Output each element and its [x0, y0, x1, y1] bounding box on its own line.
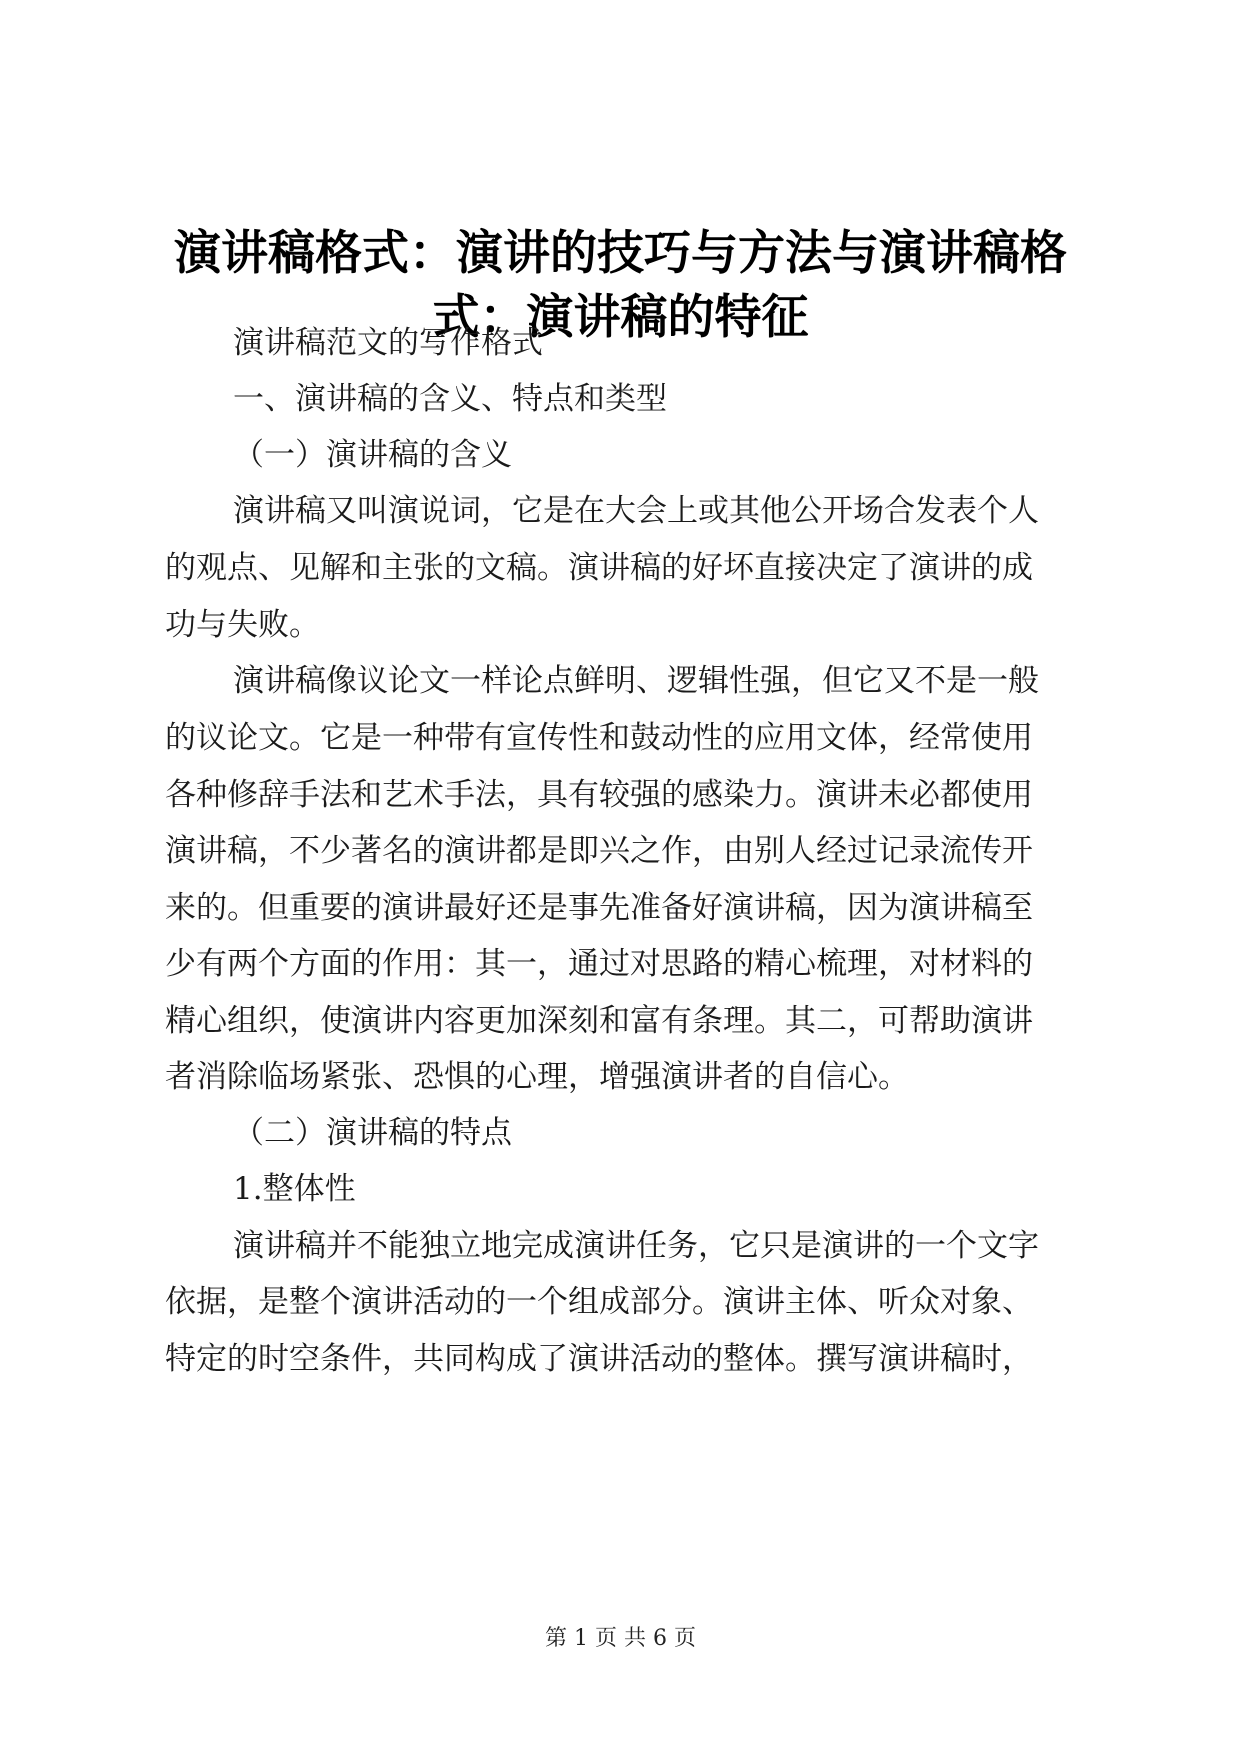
- paragraph-line: 特定的时空条件，共同构成了演讲活动的整体。撰写演讲稿时，: [165, 1341, 1033, 1377]
- paragraph-line: 者消除临场紧张、恐惧的心理，增强演讲者的自信心。: [165, 1059, 909, 1095]
- document-title-line-1: 演讲稿格式：演讲的技巧与方法与演讲稿格: [174, 226, 1067, 281]
- page-number-footer: 第 1 页 共 6 页: [545, 1626, 696, 1651]
- paragraph-line: 演讲稿并不能独立地完成演讲任务，它只是演讲的一个文字: [233, 1228, 1039, 1264]
- subsection-heading: （二）演讲稿的特点: [233, 1115, 512, 1151]
- paragraph-line: 依据，是整个演讲活动的一个组成部分。演讲主体、听众对象、: [165, 1284, 1033, 1320]
- paragraph-line: 演讲稿又叫演说词，它是在大会上或其他公开场合发表个人: [233, 493, 1039, 529]
- document-title-line-2: 式：演讲稿的特征: [432, 290, 809, 345]
- subsection-heading: （一）演讲稿的含义: [233, 437, 512, 473]
- paragraph-line: 演讲稿，不少著名的演讲都是即兴之作，由别人经过记录流传开: [165, 833, 1033, 869]
- paragraph-line: 功与失败。: [165, 607, 320, 643]
- paragraph-line: 各种修辞手法和艺术手法，具有较强的感染力。演讲未必都使用: [165, 777, 1033, 813]
- section-heading: 演讲稿范文的写作格式: [233, 325, 543, 361]
- paragraph-line: 的观点、见解和主张的文稿。演讲稿的好坏直接决定了演讲的成: [165, 550, 1033, 586]
- subsection-heading: 1.整体性: [233, 1171, 356, 1207]
- section-heading: 一、演讲稿的含义、特点和类型: [233, 381, 667, 417]
- paragraph-line: 演讲稿像议论文一样论点鲜明、逻辑性强，但它又不是一般: [233, 663, 1039, 699]
- paragraph-line: 精心组织，使演讲内容更加深刻和富有条理。其二，可帮助演讲: [165, 1003, 1033, 1039]
- paragraph-line: 少有两个方面的作用：其一，通过对思路的精心梳理，对材料的: [165, 946, 1033, 982]
- paragraph-line: 来的。但重要的演讲最好还是事先准备好演讲稿，因为演讲稿至: [165, 890, 1033, 926]
- paragraph-line: 的议论文。它是一种带有宣传性和鼓动性的应用文体，经常使用: [165, 720, 1033, 756]
